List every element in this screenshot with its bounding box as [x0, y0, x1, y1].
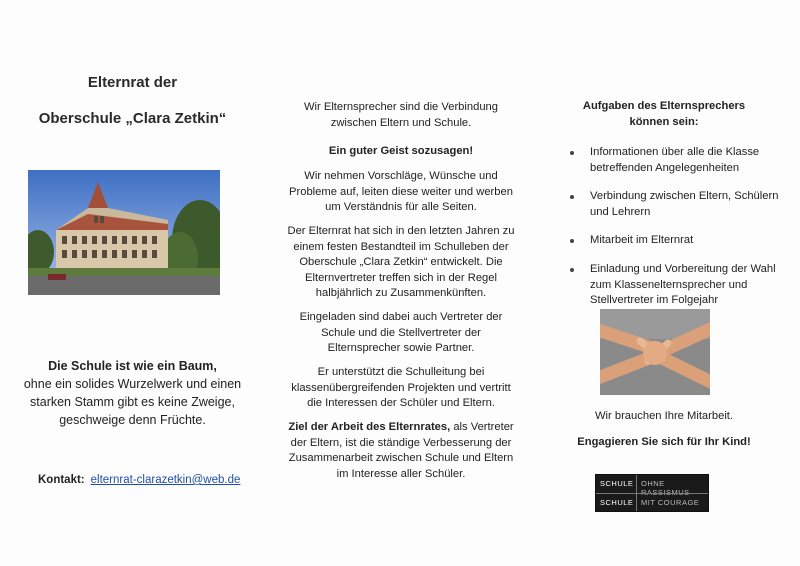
paragraph-support	[276, 365, 526, 412]
text-line: zwischen Eltern und Schule.	[330, 116, 472, 129]
quote-line-1: Die Schule ist wie ein Baum,	[48, 359, 217, 373]
paragraph-connection	[276, 100, 526, 131]
task-text: Verbindung zwischen Eltern, Schülern und Lehrern	[590, 190, 779, 218]
text-line: Eingeladen sind dabei auch Vertreter der	[299, 311, 503, 323]
text-line: Elternsprecher sowie Partner.	[327, 342, 475, 355]
contact	[38, 474, 240, 486]
text-line: im Interesse aller Schüler.	[336, 467, 466, 480]
middle-column	[276, 0, 526, 566]
engage-text: Engagieren Sie sich für Ihr Kind!	[577, 436, 751, 448]
quote-line-3: starken Stamm gibt es keine Zweige,	[30, 395, 235, 409]
quote-line-4: geschweige denn Früchte.	[59, 413, 206, 427]
bullet-icon	[570, 151, 574, 155]
logo-row-1	[596, 475, 708, 497]
tree-quote	[20, 357, 245, 429]
text-line: um Verständnis für alle Seiten.	[325, 201, 477, 214]
paragraph-invited	[276, 310, 526, 357]
text-line: Ein guter Geist sozusagen!	[328, 145, 474, 157]
right-column	[550, 0, 778, 566]
logo-text: OHNE RASSISMUS	[641, 479, 690, 497]
heading-line: können sein:	[629, 116, 699, 128]
text-line: halbjährlich zu Zusammenkünften.	[315, 287, 487, 300]
list-item	[568, 189, 780, 220]
paragraph-suggestions	[276, 169, 526, 216]
task-list	[568, 145, 780, 322]
task-text: Mitarbeit im Elternrat	[590, 234, 694, 247]
text-line: Er unterstützt die Schulleitung bei	[317, 366, 485, 378]
text-line: Probleme auf, leiten diese weiter und werben	[289, 185, 513, 198]
text-line: klassenübergreifenden Projekten und vertritt	[291, 381, 511, 394]
text-line: die Interessen der Schüler und Eltern.	[307, 397, 495, 410]
logo-text: MIT COURAGE	[641, 498, 700, 507]
paragraph-spirit	[276, 144, 526, 160]
list-item	[568, 262, 780, 309]
contact-email-link[interactable]: elternrat-clarazetkin@web.de	[90, 474, 241, 486]
text-line: Der Elternrat hat sich in den letzten Jahren zu	[287, 225, 515, 237]
quote-line-2: ohne ein solides Wurzelwerk und einen	[23, 377, 242, 391]
paragraph-goal	[276, 420, 526, 482]
bullet-icon	[570, 239, 574, 243]
text-line: Wir Elternsprecher sind die Verbindung	[303, 101, 499, 113]
text-line: der Eltern, ist die ständige Verbesserung der	[290, 436, 512, 449]
title-line-1: Elternrat der	[87, 74, 178, 91]
text-line: Wir nehmen Vorschläge, Wünsche und	[304, 170, 498, 182]
logo-text: SCHULE	[600, 479, 634, 488]
bullet-icon	[570, 268, 574, 272]
left-column	[20, 0, 245, 566]
title-line-2: Oberschule „Clara Zetkin“	[38, 110, 227, 127]
task-text: Informationen über alle die Klasse betreffenden Angelegenheiten	[590, 146, 760, 174]
goal-bold: Ziel der Arbeit des Elternrates,	[288, 421, 451, 433]
contact-label: Kontakt:	[38, 474, 85, 486]
list-item	[568, 233, 780, 249]
schule-ohne-rassismus-logo	[595, 474, 709, 512]
joined-hands-photo	[600, 309, 710, 395]
text-line	[276, 420, 526, 436]
logo-text: SCHULE	[600, 498, 634, 507]
goal-rest: als Vertreter	[450, 421, 514, 433]
collaboration-text: Wir brauchen Ihre Mitarbeit.	[594, 410, 734, 422]
bullet-icon	[570, 195, 574, 199]
paragraph-council	[276, 224, 526, 302]
logo-row-2	[596, 493, 708, 511]
text-line: Zusammenarbeit zwischen Schule und Eltern	[288, 452, 514, 465]
text-line: Elternvertreter treffen sich in der Regel	[305, 271, 497, 284]
text-line: Oberschule „Clara Zetkin“ entwickelt. Die	[299, 256, 503, 269]
heading-line: Aufgaben des Elternsprechers	[582, 100, 746, 112]
task-text: Einladung und Vorbereitung der Wahl zum Klassenelternsprecher und Stellvertreter im Folgejahr	[590, 262, 776, 307]
text-line: Schule und die Stellvertreter der	[321, 326, 481, 339]
school-building-photo	[28, 170, 220, 295]
list-item	[568, 145, 780, 176]
tasks-heading	[550, 98, 778, 130]
text-line: einem festen Bestandteil im Schulleben der	[293, 240, 509, 253]
